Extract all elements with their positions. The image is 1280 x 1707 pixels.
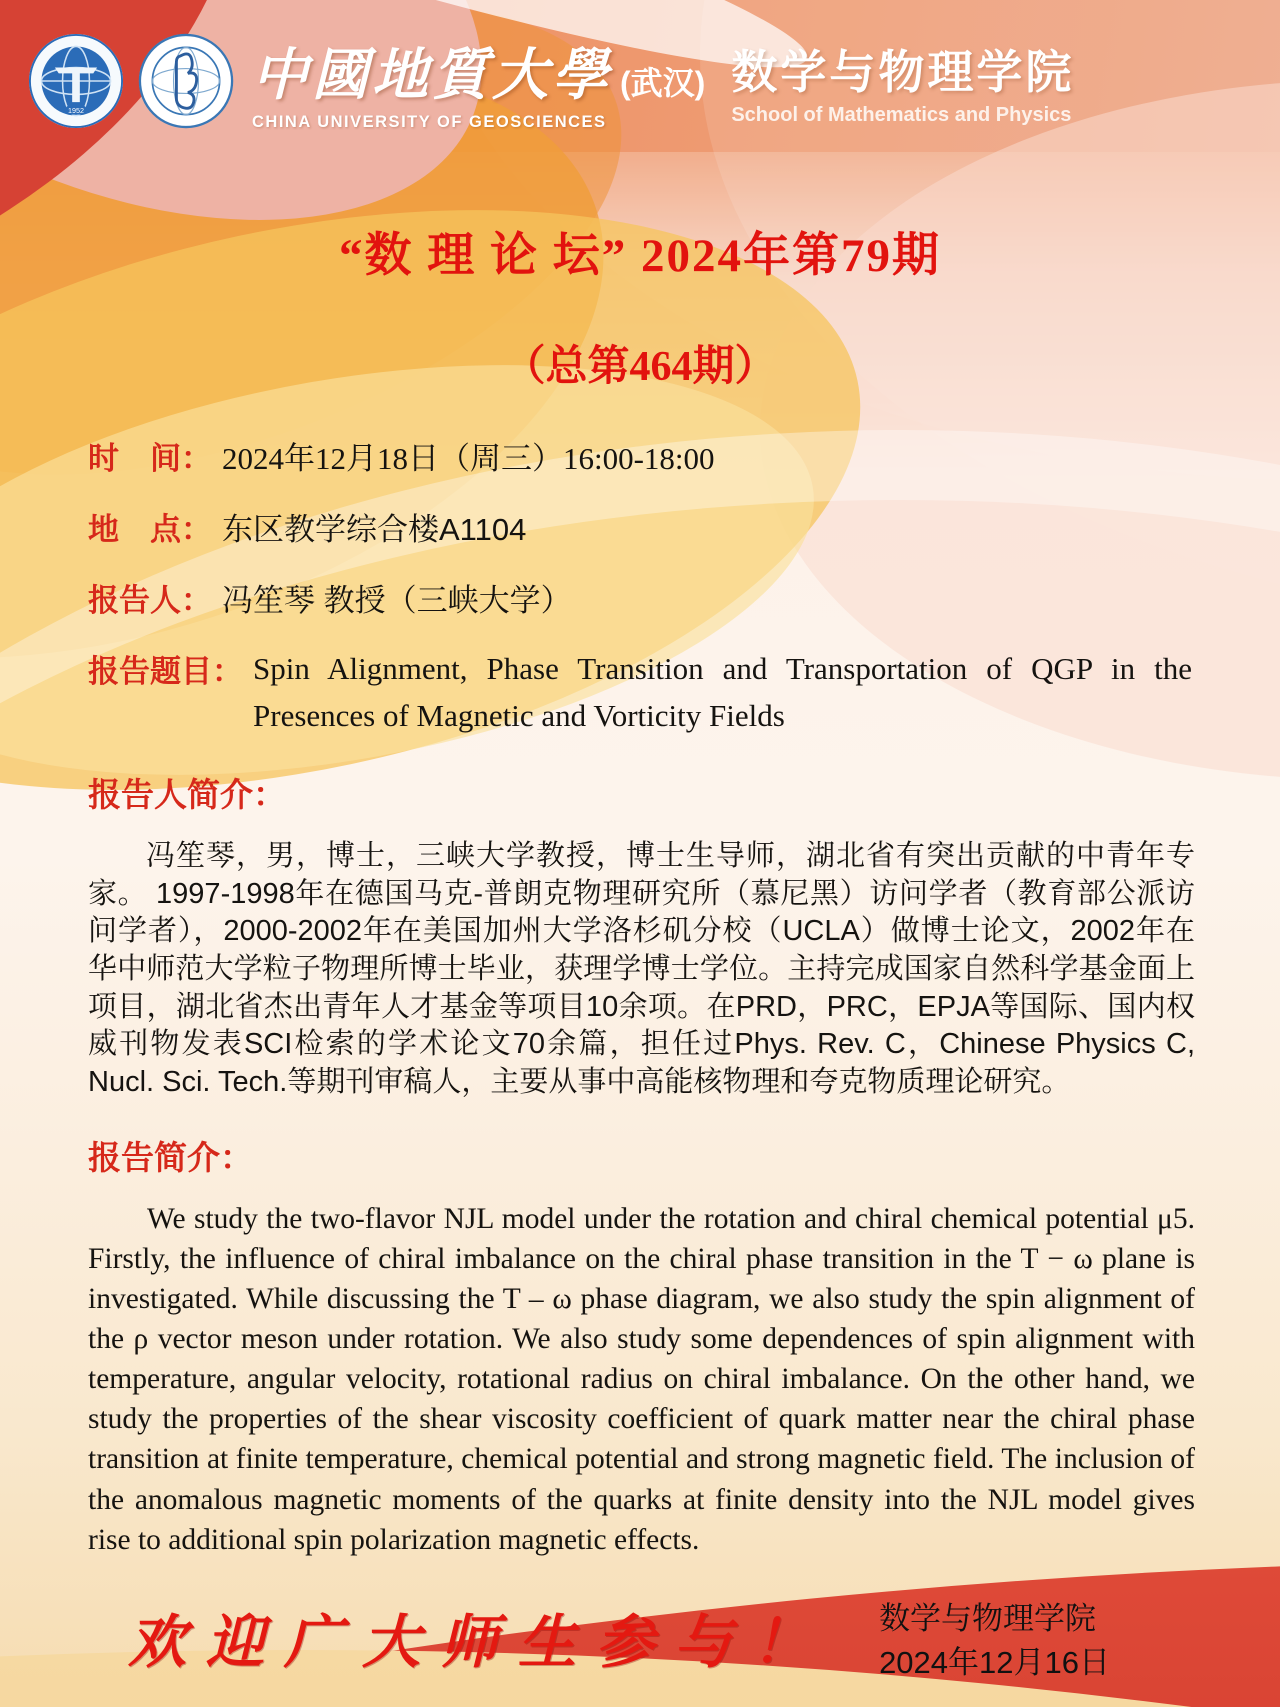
topic-label: 报告题目： — [88, 654, 243, 689]
speaker-bio: 冯笙琴，男，博士，三峡大学教授，博士生导师，湖北省有突出贡献的中青年专家。 1997-1998年在德国马克-普朗克物理研究所（慕尼黑）访问学者（教育部公派访问学者），2000-2002年在美国加州大学洛杉矶分校（UCLA）做博士论文，2002年在华中师范大学粒子物理所博士毕业，获理学博士学位。主持完成国家自然科学基金面上项目，湖北省杰出青年人才基金等项目10余项。在PRD，PRC，EPJA等国际、国内权威刊物发表SCI检索的学术论文70余篇，担任过Phys. Rev. C，Chinese Physics C, Nucl. Sci. Tech.等期刊审稿人，主要从事中高能核物理和夸克物质理论研究。 — [88, 840, 1195, 1099]
topic-value: Spin Alignment, Phase Transition and Transportation of QGP in the Presences of Magnetic and Vorticity Fields — [253, 651, 1192, 733]
poster-body — [0, 152, 1280, 1560]
welcome-message: 欢迎广大师生参与！ — [128, 1610, 831, 1675]
university-name-en: CHINA UNIVERSITY OF GEOSCIENCES — [252, 112, 607, 131]
speaker-label: 报告人： — [88, 583, 212, 618]
forum-title: “数 理 论 坛” 2024年第79期 — [339, 230, 941, 282]
time-row — [88, 433, 1192, 478]
event-info — [88, 433, 1192, 739]
school-name-zh: 数学与物理学院 — [731, 45, 1075, 98]
university-seal-logo — [28, 33, 124, 129]
university-name-zh: 中國地質大學 — [252, 44, 612, 107]
time-label: 时 间： — [88, 441, 212, 476]
school-wordmark — [731, 36, 1074, 127]
location-row — [88, 504, 1192, 549]
school-seal-logo — [138, 33, 234, 129]
school-name-en: School of Mathematics and Physics — [731, 103, 1072, 126]
location-label: 地 点： — [88, 512, 212, 547]
abstract-heading: 报告简介： — [88, 1140, 253, 1177]
signature-date: 2024年12月16日 — [879, 1644, 1110, 1680]
campus-label: (武汉) — [620, 64, 706, 101]
signature-block — [879, 1597, 1110, 1685]
topic-row — [88, 646, 1192, 739]
forum-subtitle: （总第464期） — [503, 344, 777, 390]
svg-text:1952: 1952 — [68, 106, 84, 116]
university-wordmark — [252, 31, 705, 132]
speaker-value: 冯笙琴 教授（三峡大学） — [222, 583, 572, 618]
location-value: 东区教学综合楼A1104 — [222, 512, 527, 547]
speaker-row — [88, 575, 1192, 620]
talk-abstract: We study the two-flavor NJL model under the rotation and chiral chemical potential μ5. Firstly, the influence of chiral imbalance on the chiral phase transition in the T − ω plane is investigated. While discussing the T – ω phase diagram, we also study the spin alignment of the ρ vector meson under rotation. We also study some dependences of spin alignment with temperature, angular velocity, rotational radius on chiral imbalance. On the other hand, we study the properties of the shear viscosity coefficient of quark matter near the chiral phase transition at finite temperature, chemical potential and strong magnetic field. The inclusion of the anomalous magnetic moments of the quarks at finite density into the NJL model gives rise to additional spin polarization magnetic effects. — [88, 1202, 1195, 1556]
bio-heading: 报告人简介： — [88, 778, 286, 814]
signature-org: 数学与物理学院 — [879, 1600, 1097, 1636]
header — [0, 0, 1280, 152]
time-value: 2024年12月18日（周三）16:00-18:00 — [222, 441, 715, 476]
